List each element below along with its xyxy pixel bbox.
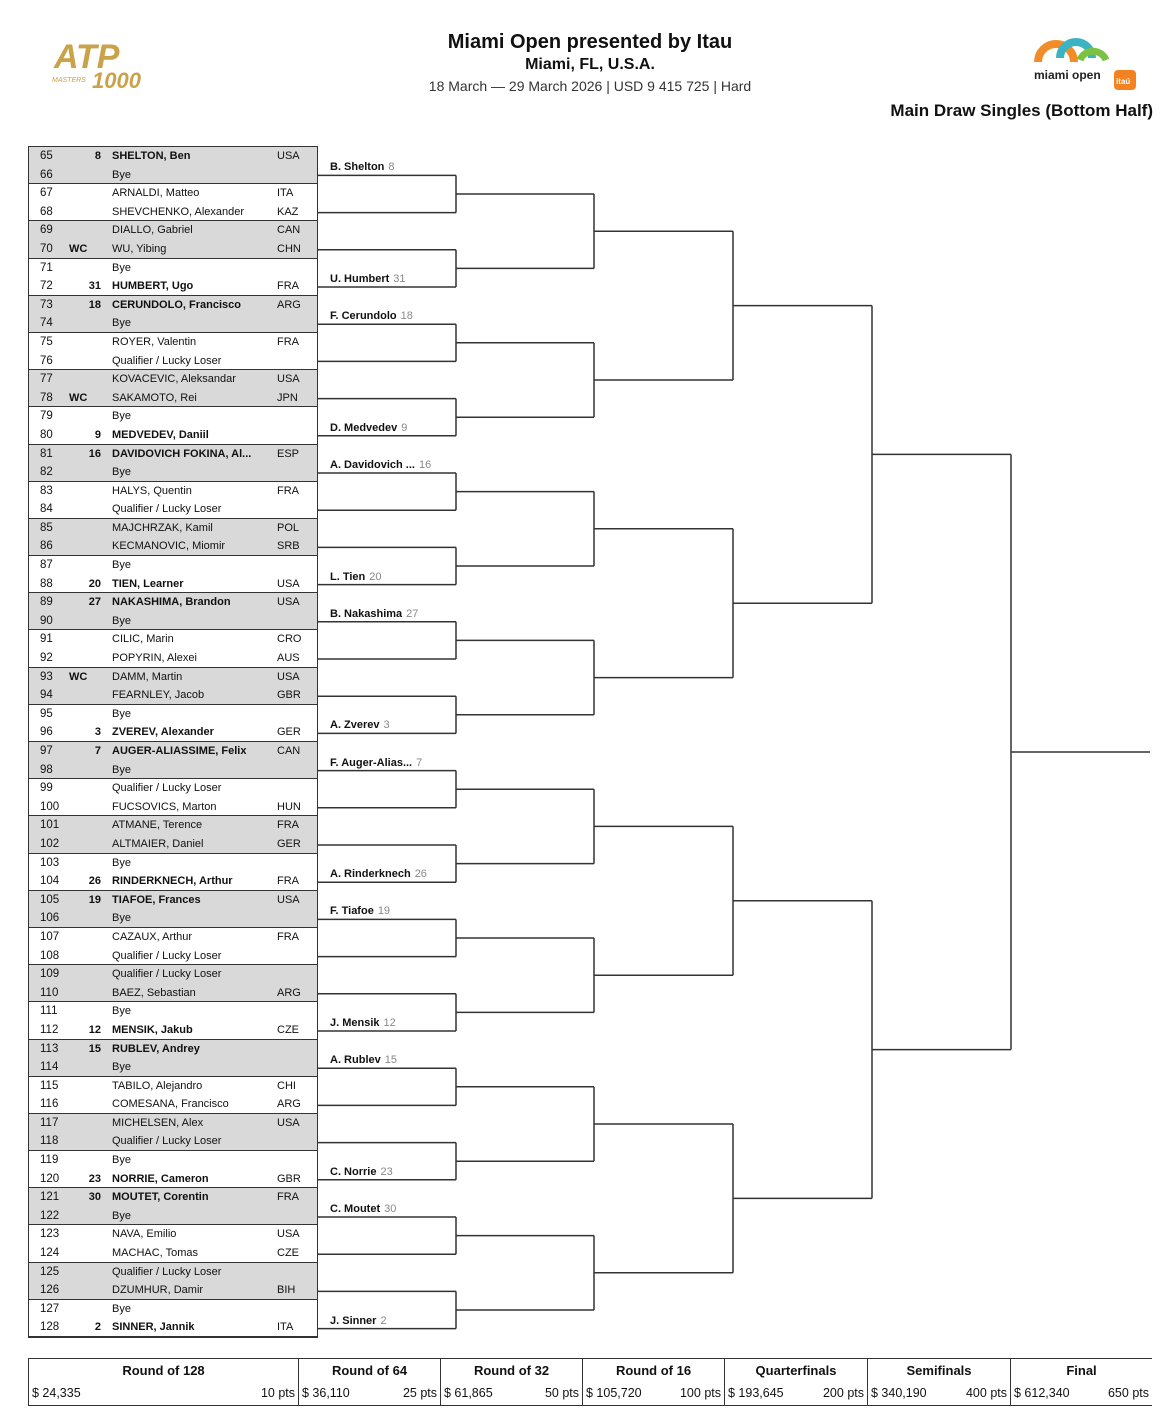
entry-seed: 20 — [88, 577, 101, 590]
player-name: Qualifier / Lucky Loser — [112, 782, 222, 795]
r64-seed: 30 — [384, 1203, 397, 1215]
round-64-player — [330, 1017, 396, 1029]
entry-position: 72 — [40, 280, 53, 293]
prize-points: 650 pts — [1107, 1386, 1149, 1400]
round-64-player — [330, 273, 406, 285]
player-name: NAKASHIMA, Brandon — [112, 596, 231, 609]
player-name: MACHAC, Tomas — [112, 1247, 198, 1260]
player-name: Bye — [112, 763, 131, 776]
round-64-player — [330, 1203, 396, 1215]
player-name: MICHELSEN, Alex — [112, 1116, 204, 1129]
r64-name: A. Rublev — [330, 1054, 381, 1067]
entry-position: 78 — [40, 391, 53, 404]
r64-seed: 19 — [377, 905, 391, 918]
prize-points: 25 pts — [402, 1386, 437, 1400]
player-name: TIAFOE, Frances — [112, 893, 201, 906]
round-64-player — [330, 645, 334, 657]
entry-position: 84 — [40, 503, 53, 516]
entry-position: 105 — [40, 893, 60, 906]
round-64-player — [330, 1091, 334, 1103]
entry-seed: 3 — [94, 726, 101, 739]
svg-text:MASTERS: MASTERS — [52, 77, 86, 84]
r64-name: J. Mensik — [330, 1017, 380, 1029]
player-nationality: FRA — [277, 819, 299, 832]
entry-position: 87 — [40, 559, 53, 572]
entry-position: 111 — [40, 1005, 58, 1018]
entry-position: 99 — [40, 782, 53, 795]
player-nationality: CRO — [277, 633, 302, 646]
player-name: TIEN, Learner — [112, 577, 184, 590]
player-name: ATMANE, Terence — [112, 819, 203, 832]
round-64-player — [330, 1054, 397, 1066]
prize-cell — [1010, 1359, 1152, 1405]
prize-round-label: Semifinals — [906, 1363, 972, 1378]
round-64-player — [330, 943, 334, 955]
svg-text:1000: 1000 — [92, 68, 141, 93]
player-name: Qualifier / Lucky Loser — [112, 1265, 222, 1278]
player-name: Bye — [112, 856, 131, 869]
player-nationality: GBR — [277, 1172, 301, 1185]
player-name: ARNALDI, Matteo — [112, 187, 200, 200]
r64-name: L. Tien — [330, 570, 366, 583]
round-64-player — [330, 905, 390, 917]
entry-position: 92 — [40, 652, 53, 665]
player-name: AUGER-ALIASSIME, Felix — [112, 745, 247, 757]
player-name: DIALLO, Gabriel — [112, 224, 193, 237]
prize-money: $ 612,340 — [1014, 1386, 1070, 1400]
round-64-player — [330, 347, 334, 359]
r64-seed: 27 — [406, 607, 419, 620]
round-64-player — [330, 310, 413, 322]
prize-points: 10 pts — [260, 1386, 295, 1400]
prize-points: 200 pts — [822, 1386, 864, 1400]
player-name: Bye — [112, 1209, 131, 1222]
player-name: Bye — [112, 1154, 131, 1167]
prize-points: 50 pts — [544, 1386, 579, 1400]
round-64-player — [330, 980, 334, 992]
player-name: HUMBERT, Ugo — [112, 280, 194, 293]
player-nationality: USA — [277, 373, 300, 386]
round-64-player — [330, 496, 334, 508]
prize-cell — [28, 1359, 298, 1405]
player-nationality: GER — [277, 837, 301, 850]
entry-seed: 26 — [88, 875, 101, 888]
entry-position: 123 — [40, 1228, 60, 1241]
r64-seed: 2 — [380, 1314, 387, 1327]
entry-seed: 2 — [94, 1321, 101, 1334]
player-nationality: JPN — [277, 391, 298, 404]
player-name: RUBLEV, Andrey — [112, 1042, 200, 1055]
prize-cell — [298, 1359, 440, 1405]
player-name: KOVACEVIC, Aleksandar — [112, 373, 236, 386]
prize-points: 400 pts — [965, 1386, 1007, 1400]
player-name: BAEZ, Sebastian — [112, 986, 196, 999]
prize-cell — [582, 1359, 724, 1405]
entry-position: 116 — [40, 1098, 59, 1111]
round-64-player — [330, 868, 427, 880]
entry-position: 114 — [40, 1061, 59, 1074]
round-64-player — [330, 236, 334, 248]
player-nationality: CAN — [277, 745, 301, 757]
player-nationality: HUN — [277, 800, 301, 813]
round-64-player — [330, 794, 334, 806]
entry-position: 86 — [40, 540, 53, 553]
player-name: MENSIK, Jakub — [112, 1023, 193, 1036]
entry-seed: 18 — [88, 298, 101, 311]
prize-cell — [724, 1359, 867, 1405]
r64-seed: 26 — [414, 868, 427, 881]
entry-seed: 15 — [88, 1042, 101, 1055]
player-nationality: USA — [277, 670, 300, 683]
entry-position: 124 — [40, 1247, 60, 1260]
player-nationality: ITA — [277, 187, 294, 200]
player-name: NAVA, Emilio — [112, 1228, 177, 1241]
round-64-player — [330, 533, 334, 545]
prize-round-label: Quarterfinals — [755, 1363, 837, 1378]
player-name: Bye — [112, 261, 131, 274]
r64-name: C. Norrie — [330, 1165, 377, 1178]
r64-name: A. Rinderknech — [330, 868, 411, 881]
player-name: ROYER, Valentin — [112, 335, 197, 348]
entry-position: 104 — [40, 875, 60, 888]
round-64-player — [330, 757, 422, 769]
r64-name: F. Tiafoe — [330, 905, 374, 918]
round-64-player — [330, 459, 431, 471]
player-name: SHEVCHENKO, Alexander — [112, 205, 245, 218]
player-nationality: BIH — [277, 1284, 296, 1297]
player-nationality: USA — [277, 577, 300, 590]
entry-position: 91 — [40, 633, 53, 646]
round-64-player — [330, 608, 418, 620]
entry-position: 93 — [40, 670, 53, 683]
r64-seed: 7 — [416, 756, 423, 769]
tournament-title: Miami Open presented by Itau — [447, 31, 733, 53]
entry-position: 79 — [40, 410, 53, 423]
entry-position: 113 — [40, 1042, 59, 1055]
player-name: DZUMHUR, Damir — [112, 1284, 204, 1297]
entry-position: 71 — [40, 261, 53, 274]
entry-position: 115 — [40, 1079, 59, 1092]
entry-position: 85 — [40, 521, 53, 534]
round-64-player — [330, 1277, 334, 1289]
entry-position: 70 — [40, 242, 53, 255]
player-name: RINDERKNECH, Arthur — [112, 875, 233, 888]
entry-seed: 7 — [94, 745, 101, 757]
svg-text:ATP: ATP — [54, 38, 120, 76]
player-name: SINNER, Jannik — [112, 1321, 195, 1334]
entry-position: 102 — [40, 837, 60, 850]
player-name: CILIC, Marin — [112, 633, 174, 646]
entry-tag: WC — [69, 391, 88, 404]
entry-position: 121 — [40, 1191, 60, 1204]
entry-position: 103 — [40, 856, 60, 869]
entry-tag: WC — [69, 670, 88, 683]
r64-seed: 20 — [369, 570, 382, 583]
draw-title: Main Draw Singles (Bottom Half) — [890, 101, 1153, 120]
entry-position: 88 — [40, 577, 53, 590]
player-name: MAJCHRZAK, Kamil — [112, 521, 213, 534]
player-nationality: CHI — [277, 1079, 296, 1092]
player-name: COMESANA, Francisco — [112, 1098, 229, 1111]
player-name: SHELTON, Ben — [112, 150, 191, 162]
player-name: DAMM, Martin — [112, 670, 183, 683]
prize-round-label: Round of 64 — [331, 1363, 408, 1378]
r64-seed: 8 — [388, 161, 395, 174]
r64-seed: 18 — [400, 310, 413, 323]
player-name: Bye — [112, 1005, 131, 1018]
entry-position: 74 — [40, 317, 53, 330]
entry-position: 66 — [40, 168, 53, 181]
r64-name: A. Davidovich ... — [330, 459, 415, 471]
round-64-player — [330, 1129, 334, 1141]
player-nationality: SRB — [277, 540, 300, 553]
player-nationality: USA — [277, 893, 300, 906]
entry-seed: 19 — [88, 893, 101, 906]
entry-position: 117 — [40, 1116, 59, 1129]
prize-money: $ 340,190 — [871, 1386, 927, 1400]
player-name: Bye — [112, 707, 131, 720]
player-name: ZVEREV, Alexander — [112, 726, 214, 739]
entry-tag: WC — [69, 242, 88, 255]
player-name: Qualifier / Lucky Loser — [112, 968, 222, 981]
player-name: SAKAMOTO, Rei — [112, 391, 197, 404]
entry-seed: 9 — [94, 428, 101, 441]
player-nationality: AUS — [277, 652, 300, 665]
entry-position: 101 — [40, 819, 60, 832]
r64-seed: 16 — [418, 459, 432, 471]
tournament-dates: 18 March — 29 March 2026 | USD 9 415 725 | Hard — [428, 78, 752, 94]
entry-position: 80 — [40, 428, 53, 441]
prize-round-label: Round of 32 — [473, 1363, 550, 1378]
player-nationality: CHN — [277, 242, 301, 255]
entry-position: 81 — [40, 447, 53, 460]
player-nationality: ARG — [277, 1098, 301, 1111]
player-nationality: CAN — [277, 224, 301, 237]
entry-position: 125 — [40, 1265, 60, 1278]
entry-position: 119 — [40, 1154, 59, 1167]
player-nationality: USA — [277, 596, 300, 609]
r64-name: F. Auger-Alias... — [330, 756, 413, 769]
entry-seed: 23 — [88, 1172, 101, 1185]
prize-money: $ 24,335 — [32, 1386, 81, 1400]
entry-position: 120 — [40, 1172, 60, 1185]
player-name: ALTMAIER, Daniel — [112, 837, 204, 850]
r64-seed: 23 — [380, 1165, 393, 1178]
player-name: Bye — [112, 410, 131, 423]
svg-text:miami open: miami open — [1034, 68, 1101, 82]
player-name: Bye — [112, 1061, 131, 1074]
entry-seed: 12 — [88, 1023, 101, 1036]
player-nationality: ESP — [277, 447, 300, 460]
prize-round-label: Round of 16 — [615, 1363, 692, 1378]
player-nationality: ARG — [277, 986, 301, 999]
r64-name: D. Medvedev — [330, 421, 398, 434]
entry-position: 90 — [40, 614, 53, 627]
r64-seed: 31 — [393, 273, 406, 285]
player-name: Bye — [112, 317, 131, 330]
player-name: NORRIE, Cameron — [112, 1172, 209, 1185]
entry-seed: 31 — [88, 280, 101, 293]
player-name: Bye — [112, 1302, 131, 1315]
player-nationality: FRA — [277, 1191, 299, 1204]
player-name: Qualifier / Lucky Loser — [112, 503, 222, 516]
entry-position: 106 — [40, 912, 60, 925]
svg-text:itaú: itaú — [1116, 77, 1131, 86]
player-nationality: CZE — [277, 1247, 299, 1260]
entry-position: 109 — [40, 968, 60, 981]
entry-seed: 16 — [88, 447, 101, 460]
prize-money: $ 36,110 — [302, 1386, 350, 1400]
entry-position: 89 — [40, 596, 53, 609]
player-nationality: GER — [277, 726, 301, 739]
entry-position: 97 — [40, 745, 53, 757]
prize-money: $ 193,645 — [728, 1386, 784, 1400]
prize-cell — [867, 1359, 1010, 1405]
player-nationality: ARG — [277, 298, 301, 311]
entry-position: 128 — [40, 1321, 60, 1334]
r64-seed: 12 — [383, 1017, 396, 1029]
entry-position: 95 — [40, 707, 53, 720]
entry-position: 107 — [40, 930, 60, 943]
entry-position: 96 — [40, 726, 53, 739]
player-name: MEDVEDEV, Daniil — [112, 428, 209, 441]
round-64-player — [330, 422, 407, 434]
player-nationality: USA — [277, 1228, 300, 1241]
entry-position: 100 — [40, 800, 60, 813]
player-nationality: CZE — [277, 1023, 299, 1036]
prize-round-label: Final — [1066, 1363, 1097, 1378]
player-name: DAVIDOVICH FOKINA, Al... — [112, 447, 252, 460]
prize-money: $ 61,865 — [444, 1386, 493, 1400]
r64-seed: 15 — [384, 1054, 397, 1067]
player-nationality: USA — [277, 150, 300, 162]
player-name: Bye — [112, 559, 131, 572]
player-nationality: FRA — [277, 930, 299, 943]
prize-money: $ 105,720 — [586, 1386, 642, 1400]
player-name: Qualifier / Lucky Loser — [112, 354, 222, 367]
r64-name: J. Sinner — [330, 1314, 377, 1327]
round-64-player — [330, 199, 334, 211]
player-name: KECMANOVIC, Miomir — [112, 540, 226, 553]
entry-position: 82 — [40, 466, 53, 479]
player-nationality: ITA — [277, 1321, 294, 1334]
player-nationality: POL — [277, 521, 300, 534]
entry-seed: 27 — [88, 596, 101, 609]
entry-position: 127 — [40, 1302, 60, 1315]
player-name: CERUNDOLO, Francisco — [112, 298, 241, 311]
round-64-player — [330, 571, 382, 583]
entry-position: 112 — [40, 1023, 59, 1036]
player-name: POPYRIN, Alexei — [112, 652, 197, 665]
entry-position: 110 — [40, 986, 59, 999]
r64-name: B. Shelton — [330, 161, 385, 174]
entry-position: 94 — [40, 689, 53, 702]
entry-position: 75 — [40, 335, 53, 348]
player-name: TABILO, Alejandro — [112, 1079, 203, 1092]
round-64-player — [330, 831, 334, 843]
player-nationality: FRA — [277, 335, 299, 348]
entry-position: 69 — [40, 224, 53, 237]
entry-position: 83 — [40, 484, 53, 497]
tournament-location: Miami, FL, U.S.A. — [525, 56, 655, 73]
r64-name: A. Zverev — [330, 719, 380, 732]
player-name: MOUTET, Corentin — [112, 1191, 209, 1204]
entry-position: 65 — [40, 150, 53, 162]
r64-name: C. Moutet — [330, 1203, 381, 1215]
prize-money-table — [28, 1358, 1152, 1406]
entry-position: 122 — [40, 1209, 60, 1222]
r64-name: F. Cerundolo — [330, 310, 397, 323]
r64-name: B. Nakashima — [330, 607, 403, 620]
entry-seed: 30 — [88, 1191, 101, 1204]
entry-position: 98 — [40, 763, 53, 776]
player-name: Bye — [112, 614, 131, 627]
round-64-player — [330, 1166, 393, 1178]
r64-seed: 9 — [401, 421, 408, 434]
player-nationality: USA — [277, 1116, 300, 1129]
r64-seed: 3 — [383, 719, 390, 732]
prize-cell — [440, 1359, 582, 1405]
player-nationality: FRA — [277, 875, 299, 888]
round-64-player — [330, 719, 390, 731]
player-name: Qualifier / Lucky Loser — [112, 1135, 222, 1148]
entry-position: 73 — [40, 298, 53, 311]
prize-points: 100 pts — [679, 1386, 721, 1400]
entry-position: 118 — [40, 1135, 59, 1148]
entry-position: 67 — [40, 187, 53, 200]
player-nationality: GBR — [277, 689, 301, 702]
player-name: FEARNLEY, Jacob — [112, 689, 205, 702]
entry-seed: 8 — [94, 150, 101, 162]
player-name: WU, Yibing — [112, 242, 167, 255]
round-64-player — [330, 1315, 387, 1327]
player-name: FUCSOVICS, Marton — [112, 800, 217, 813]
round-64-player — [330, 385, 334, 397]
r64-name: U. Humbert — [330, 273, 390, 285]
round-64-player — [330, 161, 395, 173]
entry-position: 76 — [40, 354, 53, 367]
round-64-player — [330, 682, 334, 694]
prize-round-label: Round of 128 — [122, 1363, 205, 1378]
entry-position: 68 — [40, 205, 53, 218]
player-name: Bye — [112, 168, 131, 181]
player-name: Bye — [112, 912, 131, 925]
player-name: Bye — [112, 466, 131, 479]
entry-position: 126 — [40, 1284, 60, 1297]
player-name: HALYS, Quentin — [112, 484, 192, 497]
entry-position: 77 — [40, 373, 53, 386]
player-name: Qualifier / Lucky Loser — [112, 949, 222, 962]
player-name: CAZAUX, Arthur — [112, 930, 193, 943]
player-nationality: FRA — [277, 280, 299, 293]
entry-position: 108 — [40, 949, 60, 962]
player-nationality: FRA — [277, 484, 299, 497]
round-64-player — [330, 1240, 334, 1252]
player-nationality: KAZ — [277, 205, 299, 218]
